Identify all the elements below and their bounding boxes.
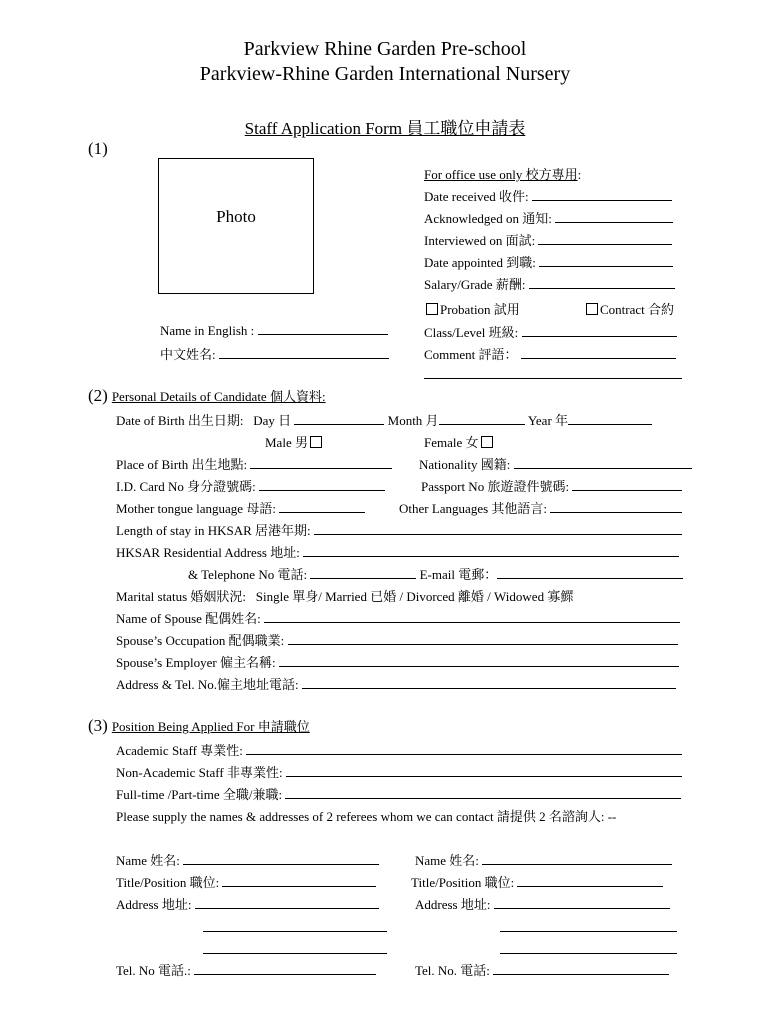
contract-checkbox[interactable] [586,303,598,315]
fulltime-label: Full-time /Part-time 全職/兼職: [116,787,283,802]
place-of-birth-row [116,454,392,473]
ref1-name-field[interactable] [183,863,379,865]
nursery-name: Parkview-Rhine Garden International Nursery [199,63,571,85]
email-field[interactable] [497,577,683,579]
ref2-address-label: Address 地址: [415,897,491,912]
non-academic-field[interactable] [286,775,682,777]
male-row [265,432,324,451]
male-checkbox[interactable] [310,436,322,448]
ref1-name-label: Name 姓名: [116,853,180,868]
telephone-field[interactable] [310,577,416,579]
female-checkbox[interactable] [481,436,493,448]
telephone-row [188,564,683,583]
acknowledged-field[interactable] [555,221,673,223]
photo-box[interactable] [158,158,314,294]
comment-field-line-2[interactable] [424,378,682,379]
ref1-title-field[interactable] [222,885,376,887]
dob-day-field[interactable] [294,423,384,425]
contract-row [584,299,674,318]
name-english-row [160,323,388,339]
length-of-stay-field[interactable] [314,533,682,535]
date-appointed-row [424,252,673,271]
ref1-title-row [116,872,376,891]
dob-day-label: Day 日 [253,413,292,428]
other-languages-row [399,498,682,517]
female-row [424,432,495,451]
office-heading-colon: : [577,167,582,182]
length-of-stay-label: Length of stay in HKSAR 居港年期: [116,523,311,538]
section-1-number: (1) [88,139,108,158]
acknowledged-row [424,208,673,227]
ref1-name-row [116,850,379,869]
ref1-address-line-3[interactable] [203,953,387,954]
nationality-label: Nationality 國籍: [419,457,511,472]
name-english-field[interactable] [258,333,388,335]
ref2-name-field[interactable] [482,863,672,865]
non-academic-row [116,762,682,781]
section-3-number: (3) [88,716,108,735]
dob-year-field[interactable] [568,423,652,425]
spouse-name-field[interactable] [264,621,680,623]
marital-row [116,586,573,605]
ref2-tel-row [415,960,669,979]
ref2-address-line-2[interactable] [500,931,677,932]
section-2-heading-row [88,386,326,406]
school-name: Parkview Rhine Garden Pre-school [243,38,527,60]
referees-note: Please supply the names & addresses of 2 referees whom we can contact 請提供 2 名諮詢人: -- [116,809,617,824]
ref1-address-row [116,894,379,913]
spouse-occupation-field[interactable] [288,643,678,645]
date-appointed-label: Date appointed 到職: [424,255,536,270]
id-card-field[interactable] [259,489,385,491]
ref2-address-row [415,894,670,913]
form-title: Staff Application Form 員工職位申請表 [244,119,526,138]
section-2-number: (2) [88,386,108,405]
marital-options[interactable]: Single 單身/ Married 已婚 / Divorced 離婚 / Widowed 寡鰥 [255,589,574,604]
salary-row [424,274,675,293]
passport-label: Passport No 旅遊證件號碼: [421,479,570,494]
interviewed-field[interactable] [538,243,672,245]
dob-year-label: Year 年 [527,413,569,428]
address-row [116,542,679,561]
ref1-tel-field[interactable] [194,973,376,975]
male-label: Male 男 [265,435,308,450]
nationality-field[interactable] [514,467,692,469]
ref1-tel-label: Tel. No 電話.: [116,963,191,978]
salary-field[interactable] [529,287,675,289]
class-level-field[interactable] [522,335,677,337]
probation-label: Probation 試用 [440,302,520,317]
ref2-title-row [411,872,663,891]
academic-label: Academic Staff 專業性: [116,743,243,758]
spouse-occupation-row [116,630,678,649]
ref2-tel-field[interactable] [493,973,669,975]
fulltime-row [116,784,681,803]
ref2-tel-label: Tel. No. 電話: [415,963,490,978]
contract-label: Contract 合約 [600,302,675,317]
other-languages-field[interactable] [550,511,682,513]
class-level-label: Class/Level 班級: [424,325,519,340]
name-chinese-row [160,344,389,363]
female-label: Female 女 [424,435,479,450]
passport-row [421,476,682,495]
passport-field[interactable] [572,489,682,491]
ref2-address-field[interactable] [494,907,670,909]
ref1-address-label: Address 地址: [116,897,192,912]
ref1-address-field[interactable] [195,907,379,909]
office-heading-row [424,164,581,183]
probation-checkbox[interactable] [426,303,438,315]
email-label: E-mail 電郵： [419,567,498,582]
mother-tongue-row [116,498,365,517]
marital-label: Marital status 婚姻狀況: [116,589,246,604]
interviewed-label: Interviewed on 面試: [424,233,536,248]
date-appointed-field[interactable] [539,265,673,267]
spouse-name-row [116,608,680,627]
dob-label: Date of Birth 出生日期: [116,413,244,428]
ref2-name-label: Name 姓名: [415,853,479,868]
place-of-birth-label: Place of Birth 出生地點: [116,457,248,472]
interviewed-row [424,230,672,249]
telephone-label: & Telephone No 電話: [188,567,308,582]
other-languages-label: Other Languages 其他語言: [399,501,548,516]
academic-field[interactable] [246,753,682,755]
salary-label: Salary/Grade 薪酬: [424,277,526,292]
academic-row [116,740,682,759]
name-chinese-field[interactable] [219,357,389,359]
comment-row [424,344,676,363]
mother-tongue-label: Mother tongue language 母語: [116,501,276,516]
spouse-address-label: Address & Tel. No.僱主地址電話: [116,677,299,692]
date-received-row [424,186,672,205]
date-received-label: Date received 收件: [424,189,529,204]
place-of-birth-field[interactable] [250,467,392,469]
name-chinese-label: 中文姓名: [160,347,216,362]
spouse-occupation-label: Spouse’s Occupation 配偶職業: [116,633,285,648]
ref1-title-label: Title/Position 職位: [116,875,220,890]
spouse-employer-row [116,652,679,671]
non-academic-label: Non-Academic Staff 非專業性: [116,765,283,780]
mother-tongue-field[interactable] [279,511,365,513]
section-3-heading: Position Being Applied For 申請職位 [111,719,310,734]
date-received-field[interactable] [532,199,672,201]
dob-month-label: Month 月 [387,413,439,428]
ref2-address-line-3[interactable] [500,953,677,954]
address-label: HKSAR Residential Address 地址: [116,545,300,560]
ref1-address-line-2[interactable] [203,931,387,932]
dob-month-field[interactable] [439,423,525,425]
fulltime-field[interactable] [285,797,681,799]
probation-row [424,299,520,318]
id-card-row [116,476,385,495]
comment-label: Comment 評語： [424,347,518,362]
class-level-row [424,322,677,341]
spouse-name-label: Name of Spouse 配偶姓名: [116,611,261,626]
section-3-heading-row [88,716,310,736]
ref2-title-label: Title/Position 職位: [411,875,515,890]
spouse-address-row [116,674,676,693]
name-english-label: Name in English : [160,323,255,338]
comment-field[interactable] [521,357,676,359]
length-of-stay-row [116,520,682,539]
address-field[interactable] [303,555,679,557]
ref2-title-field[interactable] [517,885,663,887]
spouse-address-field[interactable] [302,687,676,689]
dob-row [116,410,652,429]
spouse-employer-label: Spouse’s Employer 僱主名稱: [116,655,276,670]
nationality-row [419,454,692,473]
section-2-heading: Personal Details of Candidate 個人資料: [111,389,326,404]
acknowledged-label: Acknowledged on 通知: [424,211,552,226]
photo-label: Photo [216,207,256,226]
spouse-employer-field[interactable] [279,665,679,667]
id-card-label: I.D. Card No 身分證號碼: [116,479,256,494]
office-heading: For office use only 校方專用 [424,167,578,182]
ref2-name-row [415,850,672,869]
ref1-tel-row [116,960,376,979]
